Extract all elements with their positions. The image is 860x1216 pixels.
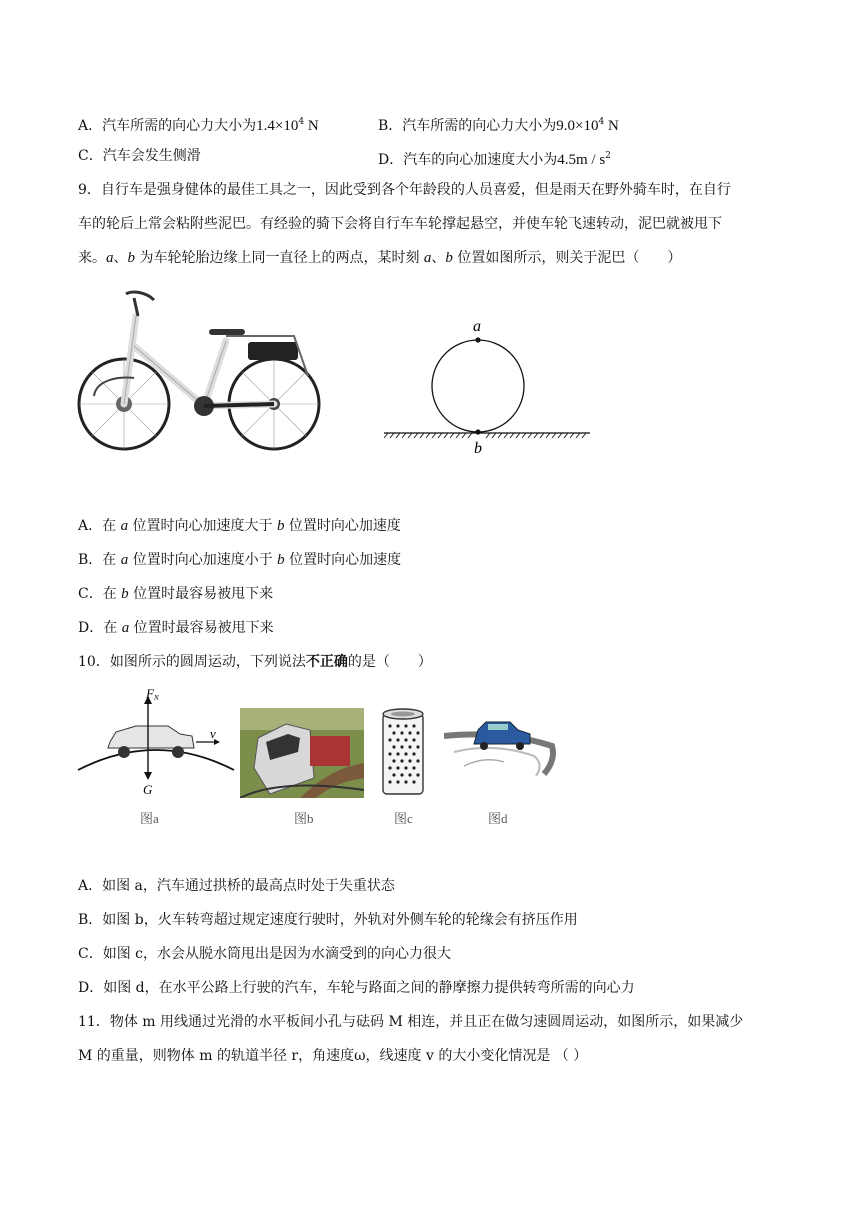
q8-option-a: A．汽车所需的向心力大小为$1.4\times 10^4$ N — [78, 117, 319, 134]
bicycle-image — [76, 286, 326, 456]
q9-option-d: D．在 a 位置时最容易被甩下来 — [78, 620, 274, 636]
figure-c-spin-drum — [380, 706, 426, 798]
wheel-diagram — [380, 316, 594, 458]
figure-b-train — [240, 708, 364, 798]
q9-option-c: C．在 b 位置时最容易被甩下来 — [78, 586, 274, 602]
caption-d: 图d — [488, 811, 508, 826]
q10-option-d: D．如图 d，在水平公路上行驶的汽车，车轮与路面之间的静摩擦力提供转弯所需的向心力 — [78, 980, 635, 996]
figure-a-car-bridge — [76, 686, 236, 798]
figure-d-car-turning — [444, 716, 556, 782]
caption-b: 图b — [294, 811, 314, 826]
gravity-label: G — [143, 782, 153, 797]
force-fn-subscript: N — [154, 694, 159, 702]
q8-option-c: C．汽车会发生侧滑 — [78, 148, 201, 164]
q8-option-b: B．汽车所需的向心力大小为$9.0\times 10^4$ N — [378, 117, 619, 134]
force-fn-label: F — [146, 686, 154, 701]
q8-option-d: D．汽车的向心加速度大小为$4.5m / s^2$ — [378, 151, 611, 168]
velocity-label: v — [210, 726, 216, 741]
q11-stem-line1: 11．物体 m 用线通过光滑的水平板间小孔与砝码 M 相连，并且正在做匀速圆周运动，如图所示，如果减少 — [78, 1014, 744, 1030]
q10-option-c: C．如图 c，水会从脱水筒甩出是因为水滴受到的向心力很大 — [78, 946, 452, 962]
label-b: b — [474, 440, 482, 457]
q9-stem-line2: 车的轮后上常会粘附些泥巴。有经验的骑下会将自行车车轮撑起悬空，并使车轮飞速转动，泥巴就被甩下 — [78, 216, 722, 232]
q9-stem-line1: 9．自行车是强身健体的最佳工具之一，因此受到各个年龄段的人员喜爱，但是雨天在野外骑车时，在自行 — [78, 182, 731, 198]
caption-c: 图c — [394, 811, 413, 826]
q11-stem-line2: M 的重量，则物体 m 的轨道半径 r，角速度ω，线速度 v 的大小变化情况是 （ ） — [78, 1048, 588, 1064]
q10-option-b: B．如图 b，火车转弯超过规定速度行驶时，外轨对外侧车轮的轮缘会有挤压作用 — [78, 912, 578, 928]
caption-a: 图a — [140, 811, 159, 826]
q10-option-a: A．如图 a，汽车通过拱桥的最高点时处于失重状态 — [78, 878, 395, 894]
label-a: a — [473, 318, 481, 335]
q9-option-a: A．在 a 位置时向心加速度大于 b 位置时向心加速度 — [78, 518, 401, 534]
q10-stem: 10．如图所示的圆周运动，下列说法不正确的是（ ） — [78, 654, 432, 670]
q9-option-b: B．在 a 位置时向心加速度小于 b 位置时向心加速度 — [78, 552, 402, 568]
q9-stem-line3: 来。a、b 为车轮轮胎边缘上同一直径上的两点，某时刻 a、b 位置如图所示，则关于泥巴（ ） — [78, 250, 682, 266]
